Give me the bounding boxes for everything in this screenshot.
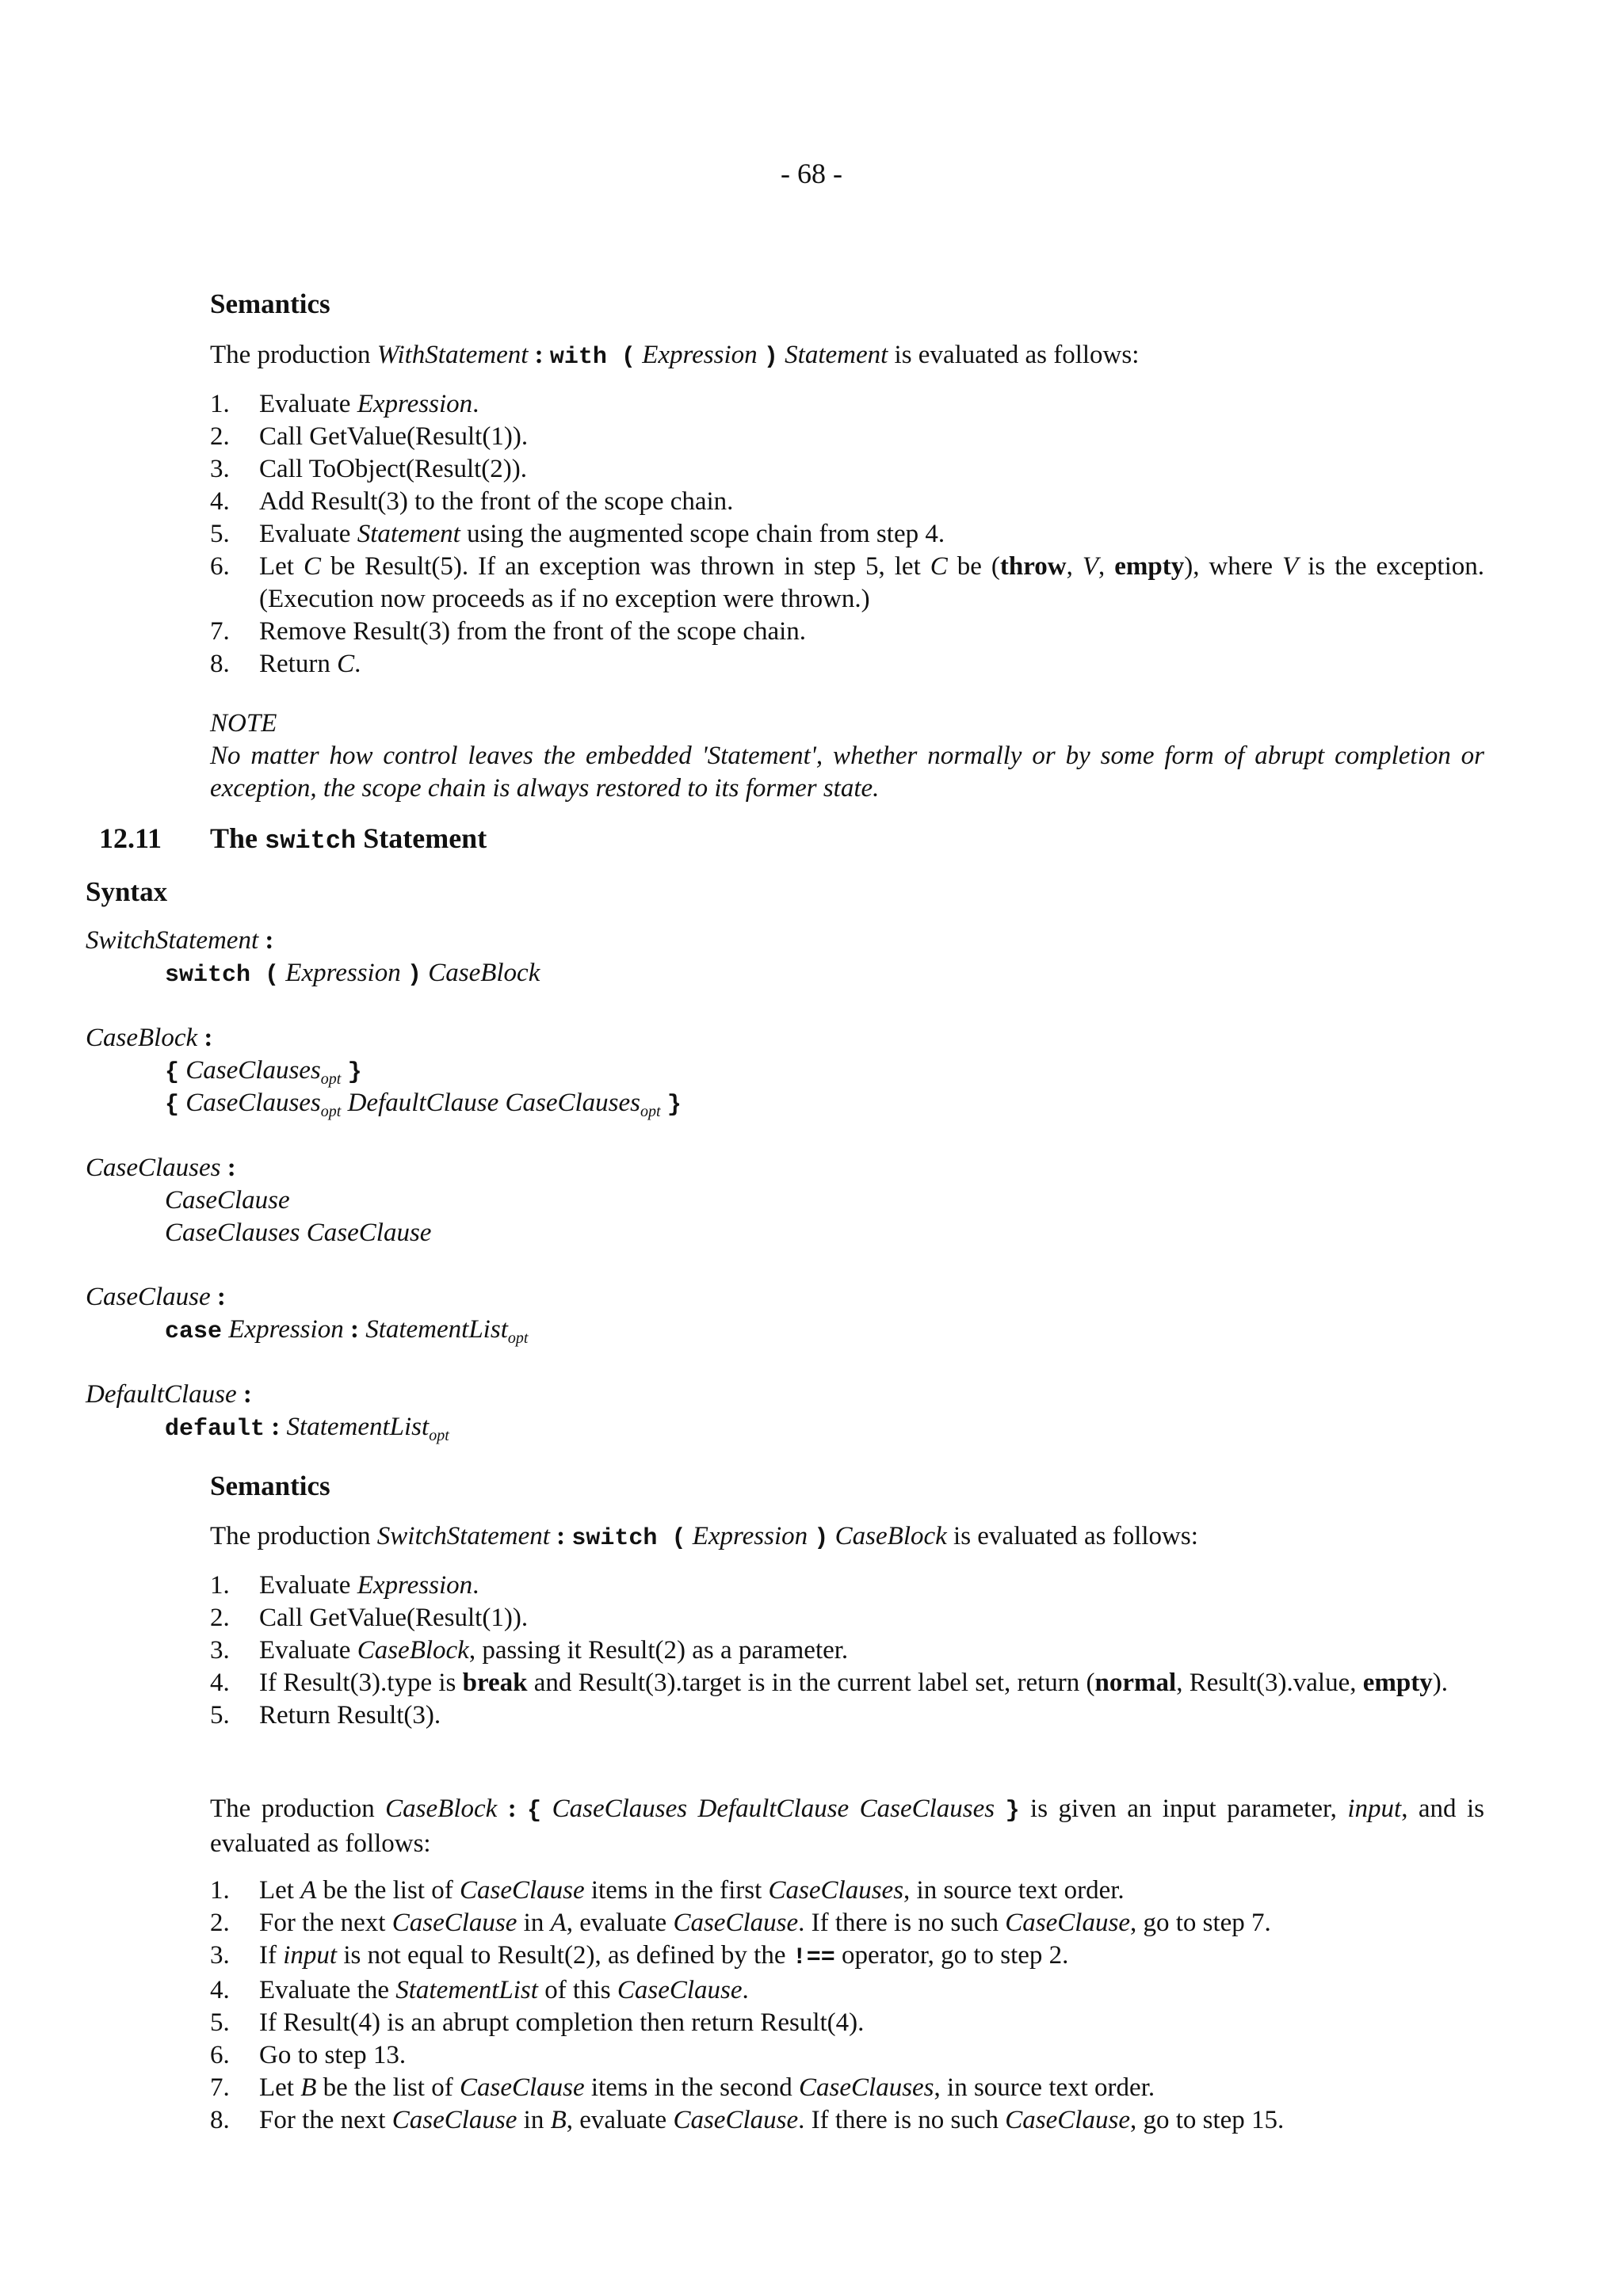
with-production-intro: The production WithStatement : with ( Expression ) Statement is evaluated as follows: <box>210 341 1140 371</box>
note-label: NOTE <box>210 709 277 738</box>
caseblock-step: 4. Evaluate the StatementList of this CaseClause. <box>210 1976 749 2004</box>
grammar-rhs-caseclauses-2: CaseClauses CaseClause <box>165 1219 432 1247</box>
caseblock-step: 3. If input is not equal to Result(2), as defined by the !== operator, go to step 2. <box>210 1941 1069 1971</box>
with-step: 7. Remove Result(3) from the front of the scope chain. <box>210 617 807 646</box>
with-step: 6. Let C be Result(5). If an exception was thrown in step 5, let C be (throw, V, empty), where V is the exception. (Execution now proceeds as if no exception were thrown.) <box>210 552 1485 613</box>
switch-step: 5. Return Result(3). <box>210 1701 441 1730</box>
with-semantics-heading: Semantics <box>210 288 330 319</box>
switch-steps-list <box>210 1569 1484 1732</box>
switch-semantics-heading: Semantics <box>210 1470 330 1501</box>
page-number: - 68 - <box>781 158 842 189</box>
switch-production-intro: The production SwitchStatement : switch ( Expression ) CaseBlock is evaluated as follows: <box>210 1522 1198 1552</box>
with-step: 4. Add Result(3) to the front of the scope chain. <box>210 487 734 516</box>
with-step: 3. Call ToObject(Result(2)). <box>210 455 528 483</box>
switch-step: 1. Evaluate Expression. <box>210 1571 479 1600</box>
grammar-rhs-caseblock-2: { CaseClauses$_{opt}$ DefaultClause CaseClauses$_{opt}$ } <box>165 1089 682 1120</box>
caseblock-production-intro: The production CaseBlock : { CaseClauses DefaultClause CaseClauses } is given an input parameter, input, and is evaluated as follows: <box>210 1794 1484 1858</box>
section-title: The switch Statement <box>210 822 487 856</box>
caseblock-step: 8. For the next CaseClause in B, evaluate CaseClause. If there is no such CaseClause, go to step 15. <box>210 2106 1285 2134</box>
with-step: 8. Return C. <box>210 650 361 678</box>
switch-step: 2. Call GetValue(Result(1)). <box>210 1604 529 1632</box>
grammar-lhs-switchstatement: SwitchStatement : <box>86 926 274 955</box>
with-step: 2. Call GetValue(Result(1)). <box>210 422 529 451</box>
with-step: 1. Evaluate Expression. <box>210 390 479 418</box>
section-number: 12.11 <box>99 822 162 854</box>
with-steps-list <box>210 388 1484 681</box>
grammar-lhs-caseclauses: CaseClauses : <box>86 1154 236 1182</box>
caseblock-step: 7. Let B be the list of CaseClause items in the second CaseClauses, in source text order. <box>210 2073 1155 2102</box>
grammar-rhs-switch: switch ( Expression ) CaseBlock <box>165 959 540 989</box>
caseblock-step: 5. If Result(4) is an abrupt completion then return Result(4). <box>210 2008 865 2037</box>
caseblock-step: 2. For the next CaseClause in A, evaluate CaseClause. If there is no such CaseClause, go to step 7. <box>210 1909 1271 1937</box>
grammar-rhs-caseclauses-1: CaseClause <box>165 1186 290 1215</box>
switch-step: 3. Evaluate CaseBlock, passing it Result(2) as a parameter. <box>210 1636 849 1665</box>
switch-step: 4. If Result(3).type is break and Result(3).target is in the current label set, return (normal, Result(3).value, empty). <box>210 1669 1448 1697</box>
grammar-lhs-caseclause: CaseClause : <box>86 1283 226 1311</box>
grammar-lhs-defaultclause: DefaultClause : <box>86 1380 252 1409</box>
note-text: No matter how control leaves the embedded 'Statement', whether normally or by some form of abrupt completion or exception, the scope chain is always restored to its former state. <box>210 742 1484 803</box>
caseblock-step: 6. Go to step 13. <box>210 2041 407 2069</box>
with-step: 5. Evaluate Statement using the augmented scope chain from step 4. <box>210 520 945 548</box>
caseblock-steps-list <box>210 1875 1484 2137</box>
syntax-heading: Syntax <box>86 876 168 907</box>
grammar-rhs-caseblock-1: { CaseClauses$_{opt}$ } <box>165 1056 362 1088</box>
grammar-rhs-caseclause: case Expression : StatementList$_{opt}$ <box>165 1315 529 1347</box>
caseblock-step: 1. Let A be the list of CaseClause items in the first CaseClauses, in source text order. <box>210 1876 1125 1905</box>
grammar-lhs-caseblock: CaseBlock : <box>86 1024 213 1052</box>
grammar-rhs-defaultclause: default : StatementList$_{opt}$ <box>165 1413 449 1444</box>
